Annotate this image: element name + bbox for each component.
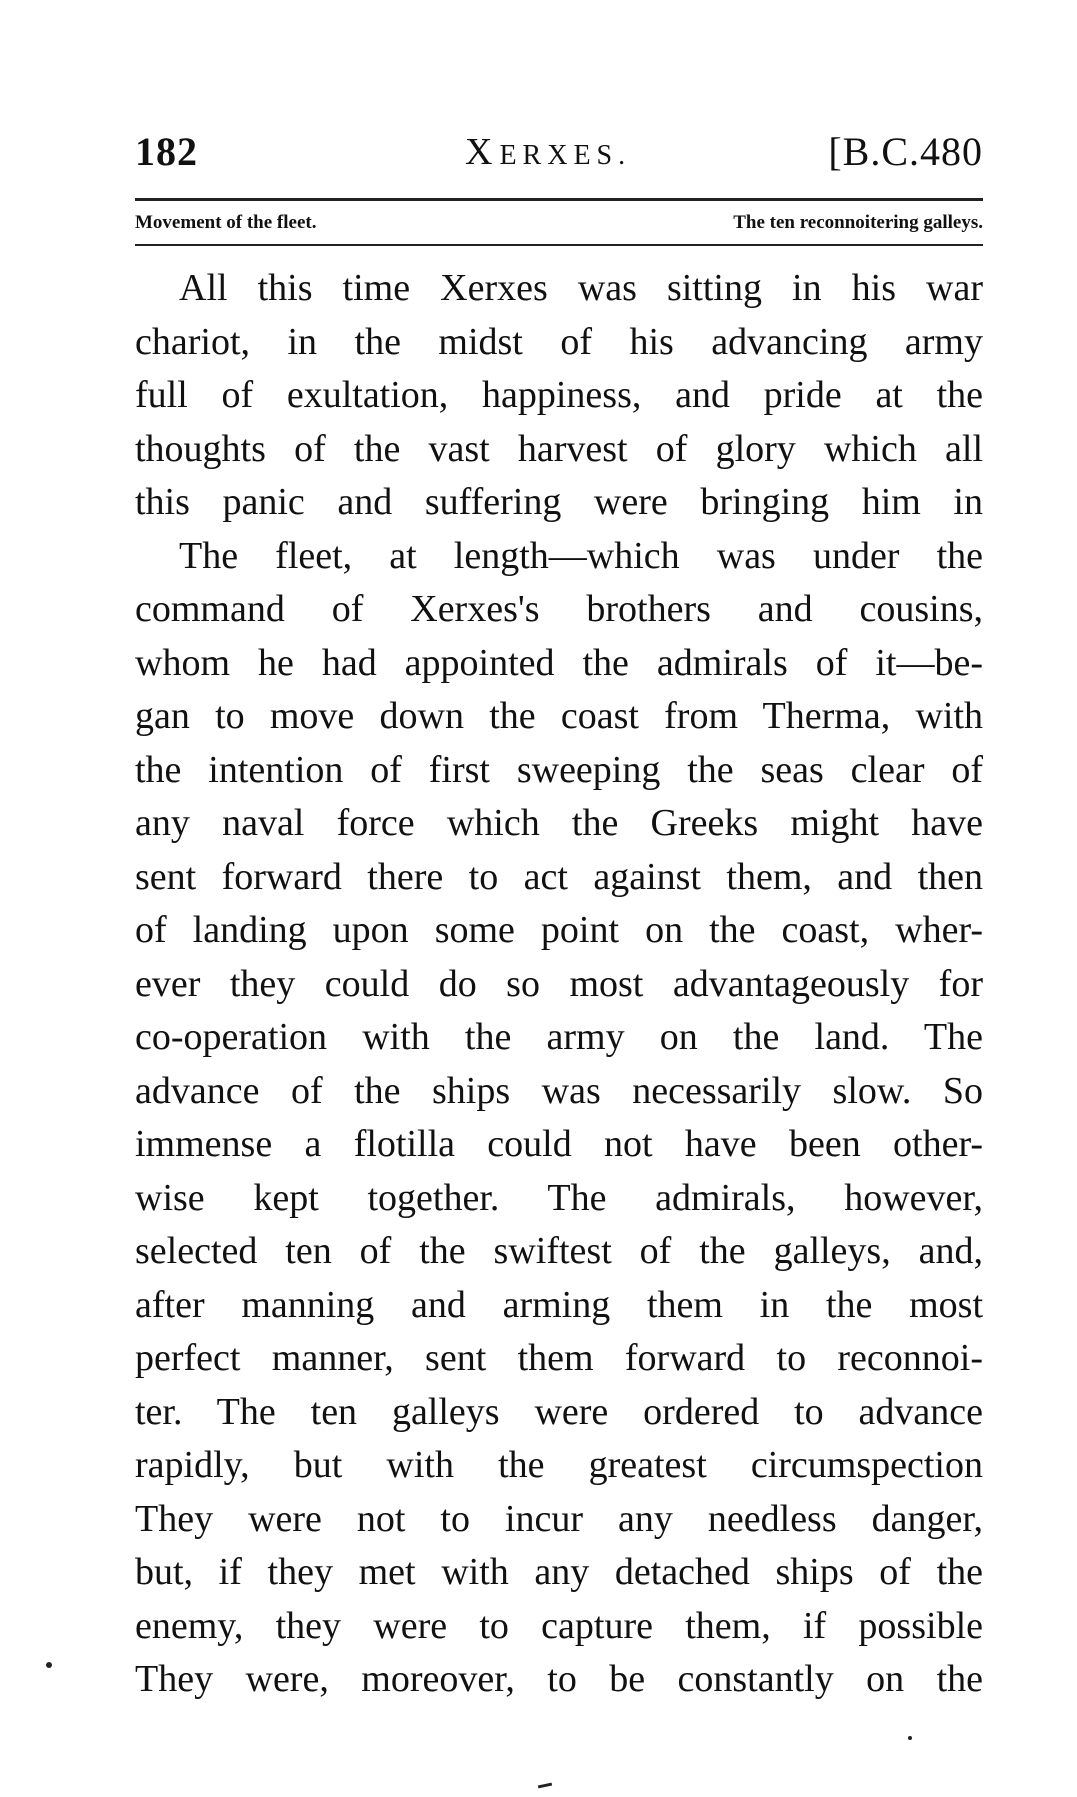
text-line: All this time Xerxes was sitting in his war — [179, 267, 983, 309]
era-label: [B.C.480 — [828, 129, 983, 174]
text-line: ter. The ten galleys were ordered to advance — [135, 1390, 983, 1433]
text-line: whom he had appointed the admirals of it—be- — [135, 641, 983, 684]
text-line: gan to move down the coast from Therma, with — [135, 695, 983, 737]
text-line: any naval force which the Greeks might have — [135, 802, 983, 844]
text-line: full of exultation, happiness, and pride at the — [135, 374, 983, 416]
text-line: wise kept together. The admirals, however, — [135, 1176, 983, 1219]
text-line: the intention of first sweeping the seas clear of — [135, 748, 983, 791]
header-rule-bottom — [135, 244, 983, 246]
text-line: They were, moreover, to be constantly on the — [135, 1658, 983, 1700]
text-line: rapidly, but with the greatest circumspection — [135, 1444, 983, 1486]
text-line: The fleet, at length—which was under the — [179, 534, 983, 577]
text-line: command of Xerxes's brothers and cousins, — [135, 588, 983, 630]
header-rule-top — [135, 198, 983, 201]
body-text — [135, 262, 983, 1707]
text-line: after manning and arming them in the most — [135, 1283, 983, 1326]
text-line: chariot, in the midst of his advancing army — [135, 320, 983, 363]
text-line: this panic and suffering were bringing him in — [135, 481, 983, 523]
text-line: but, if they met with any detached ships of the — [135, 1551, 983, 1593]
text-line: selected ten of the swiftest of the galleys, and, — [135, 1230, 983, 1272]
running-title — [465, 130, 631, 174]
sidenote-left: Movement of the fleet. — [135, 212, 317, 233]
page-header — [135, 128, 983, 188]
page-number: 182 — [135, 129, 198, 174]
stray-dash-mark — [538, 1783, 552, 1789]
text-line: enemy, they were to capture them, if possible — [135, 1604, 983, 1647]
text-line: perfect manner, sent them forward to reconnoi- — [135, 1337, 983, 1379]
stray-dot-mark — [908, 1736, 912, 1740]
sidenote-right: The ten reconnoitering galleys. — [733, 212, 983, 233]
running-title-rest: ERXES. — [499, 140, 632, 171]
text-line: thoughts of the vast harvest of glory which all — [135, 427, 983, 470]
text-line: immense a flotilla could not have been other- — [135, 1123, 983, 1165]
text-line: advance of the ships was necessarily slow. So — [135, 1069, 983, 1112]
text-line: of landing upon some point on the coast, wher- — [135, 909, 983, 951]
stray-dot-mark — [46, 1662, 52, 1668]
text-line: sent forward there to act against them, and then — [135, 855, 983, 898]
text-line: co-operation with the army on the land. The — [135, 1016, 983, 1058]
running-title-initial: X — [465, 131, 500, 173]
text-line: They were not to incur any needless danger, — [135, 1497, 983, 1540]
text-line: ever they could do so most advantageously for — [135, 962, 983, 1005]
